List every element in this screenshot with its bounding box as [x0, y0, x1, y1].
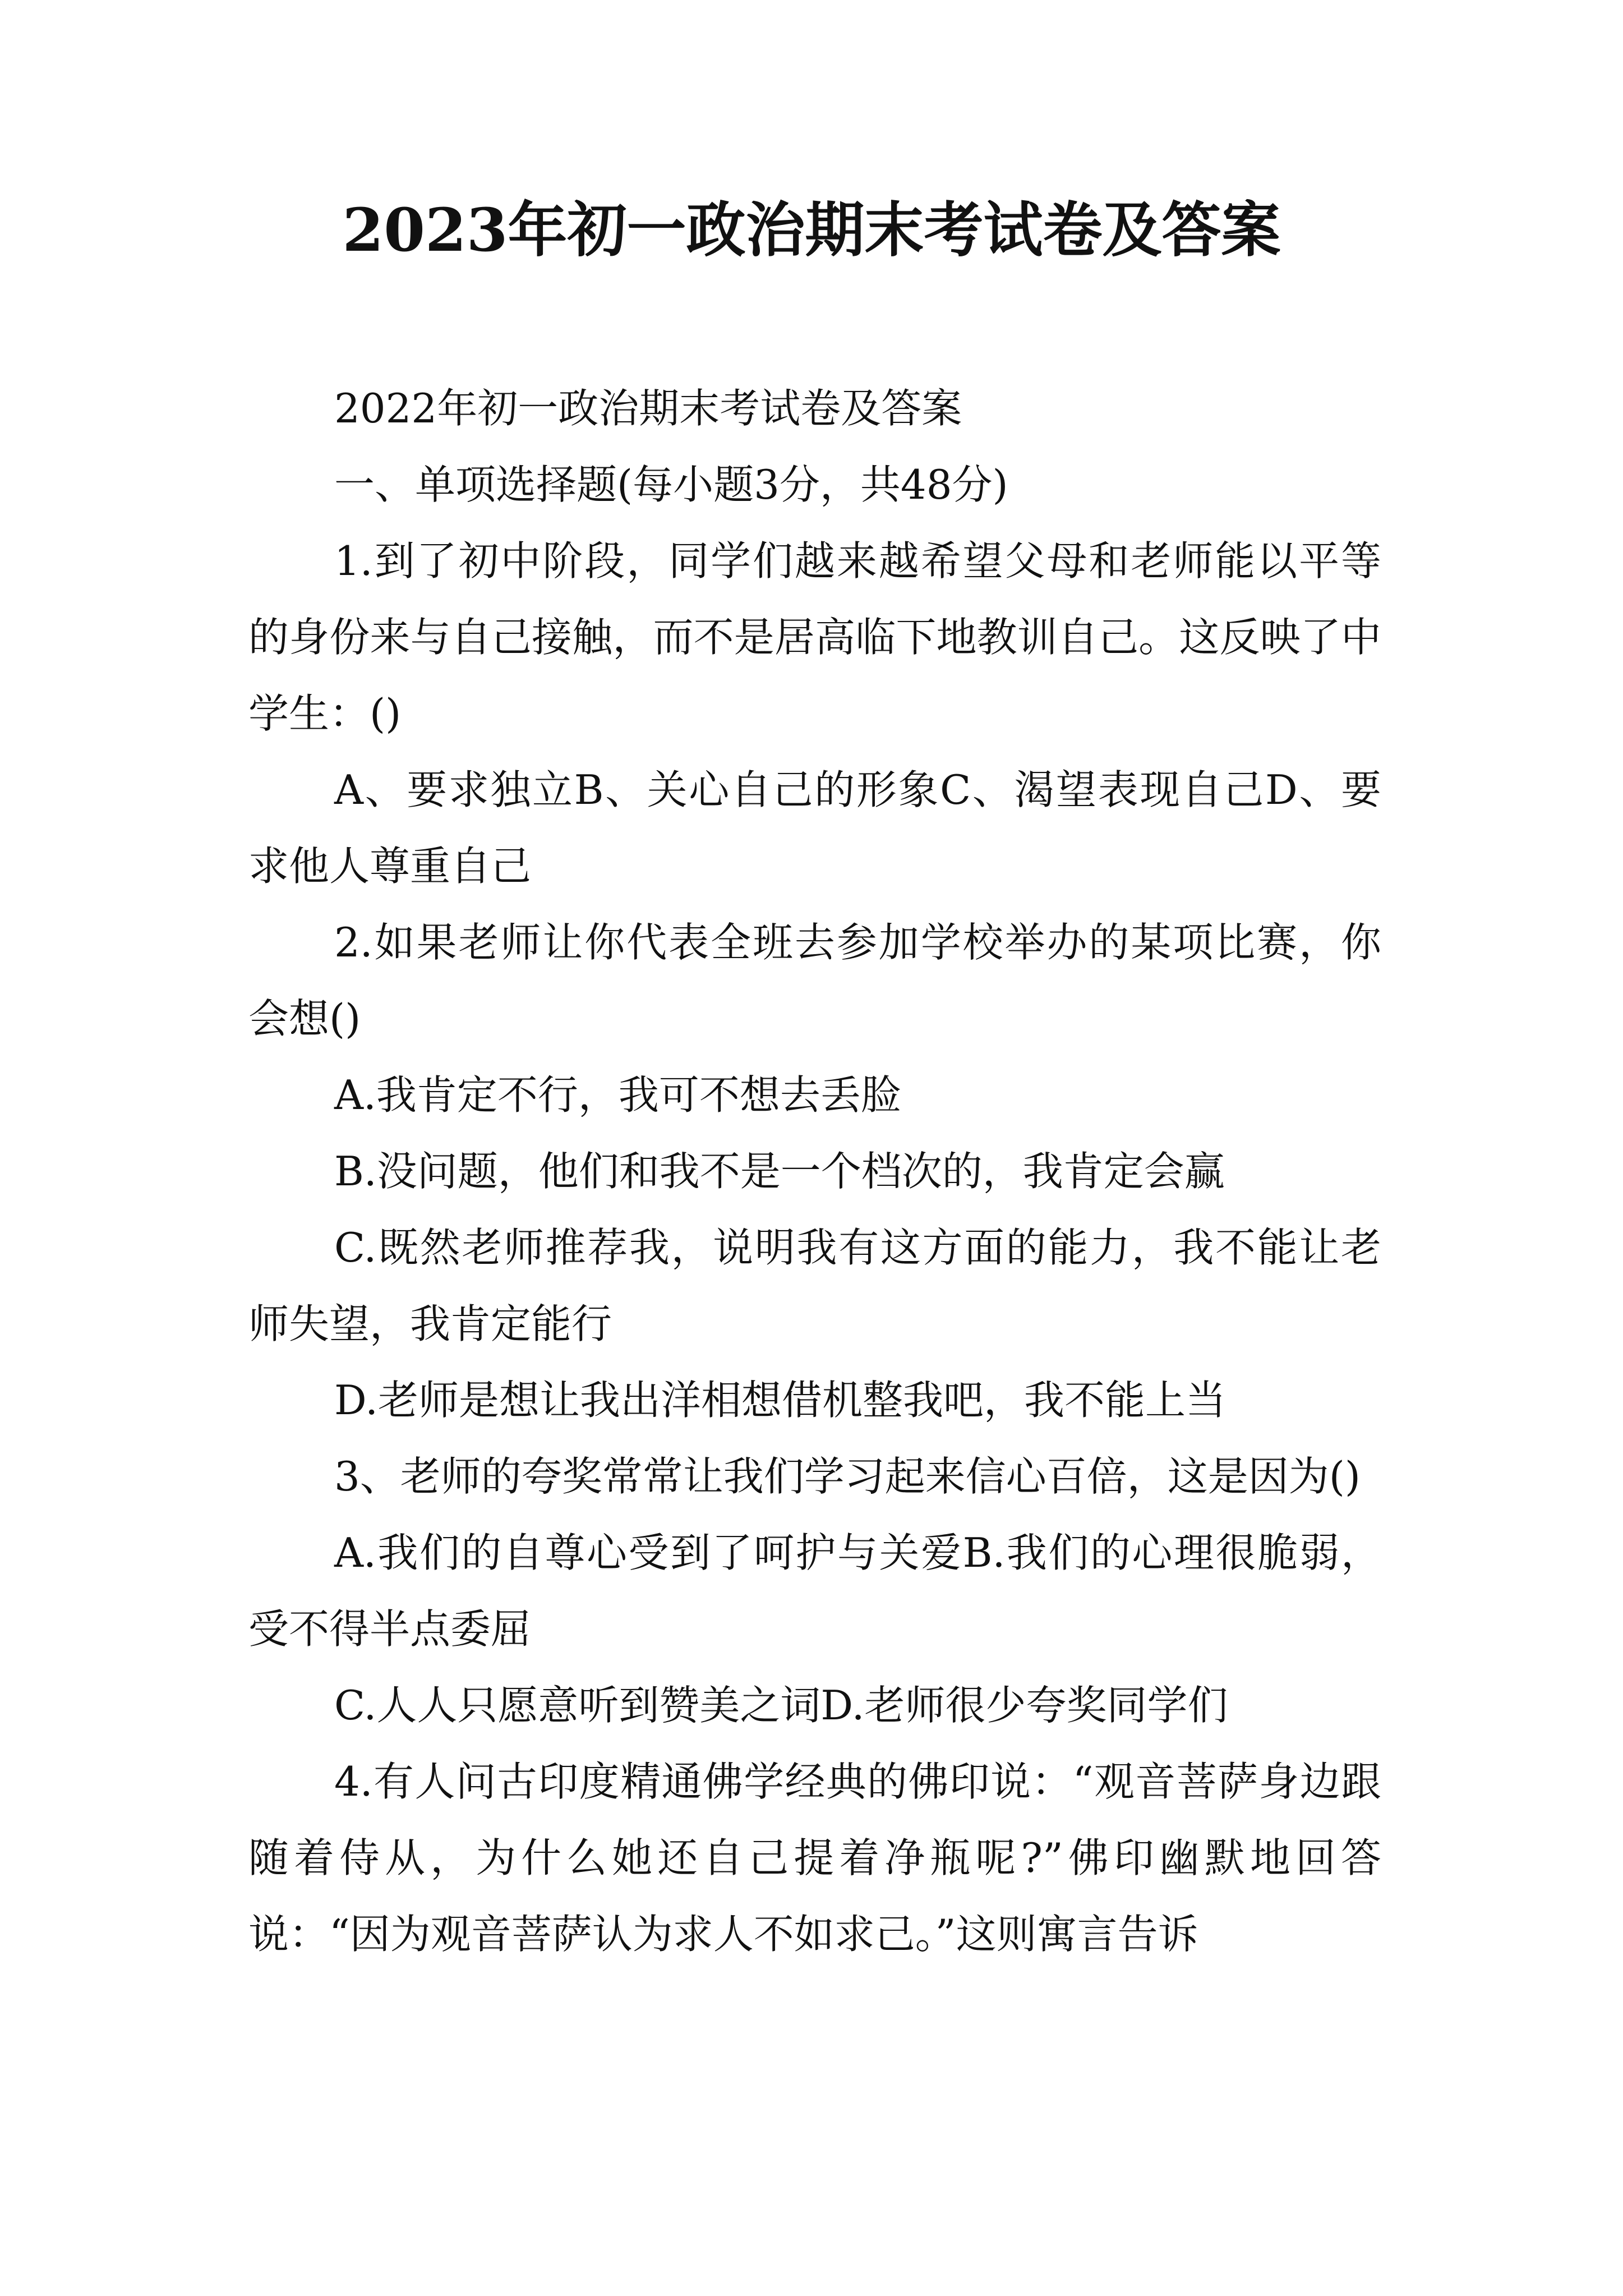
- paragraph-section-heading: 一、单项选择题(每小题3分，共48分): [334, 461, 1008, 508]
- paragraph-question-1-options: A、要求独立B、关心自己的形象C、渴望表现自己D、要求他人尊重自己: [248, 766, 1381, 890]
- paragraph-question-2-option-a: A.我肯定不行，我可不想去丢脸: [334, 1071, 901, 1119]
- paragraph-question-1: 1.到了初中阶段，同学们越来越希望父母和老师能以平等的身份来与自己接触，而不是居高临下地教训自己。这反映了中学生：(): [248, 537, 1381, 737]
- document-body: [248, 370, 1381, 1972]
- paragraph-question-3-options-cd: C.人人只愿意听到赞美之词D.老师很少夸奖同学们: [334, 1682, 1228, 1729]
- paragraph-question-3: 3、老师的夸奖常常让我们学习起来信心百倍，这是因为(): [334, 1453, 1361, 1500]
- paragraph-question-2-option-d: D.老师是想让我出洋相想借机整我吧，我不能上当: [334, 1377, 1227, 1424]
- document-title: 2023年初一政治期末考试卷及答案: [342, 195, 1281, 265]
- paragraph-question-2-option-b: B.没问题，他们和我不是一个档次的，我肯定会赢: [334, 1148, 1225, 1195]
- paragraph-question-3-options-ab: A.我们的自尊心受到了呵护与关爱B.我们的心理很脆弱，受不得半点委屈: [248, 1529, 1381, 1653]
- paragraph-subtitle: 2022年初一政治期末考试卷及答案: [334, 385, 962, 432]
- paragraph-question-2: 2.如果老师让你代表全班去参加学校举办的某项比赛，你会想(): [248, 919, 1381, 1042]
- paragraph-question-2-option-c: C.既然老师推荐我，说明我有这方面的能力，我不能让老师失望，我肯定能行: [248, 1224, 1381, 1347]
- paragraph-question-4: 4.有人问古印度精通佛学经典的佛印说：“观音菩萨身边跟随着侍从，为什么她还自己提着净瓶呢?”佛印幽默地回答说：“因为观音菩萨认为求人不如求己。”这则寓言告诉: [248, 1758, 1381, 1958]
